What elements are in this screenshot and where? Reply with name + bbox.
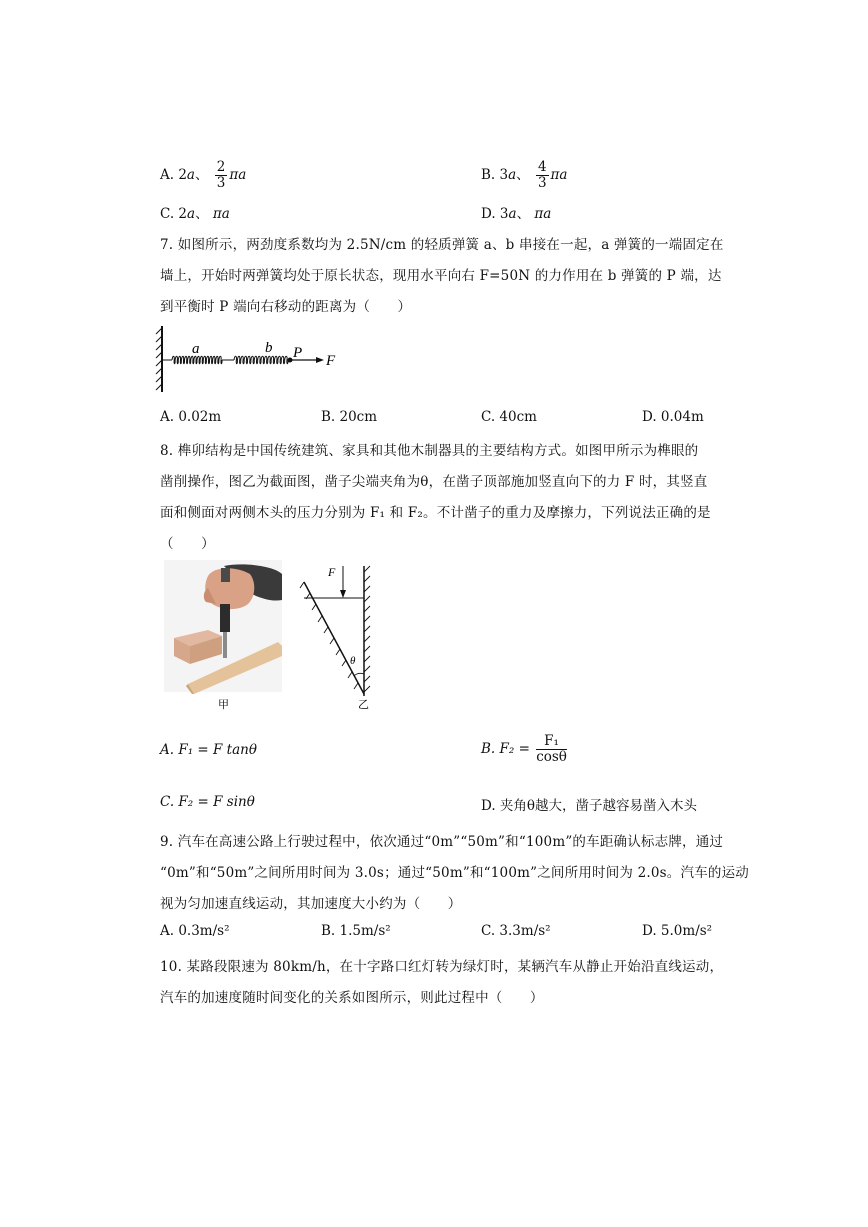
q6-option-b: B. 3a、 $\frac{4}{3}$ πa <box>481 159 568 191</box>
spring-a <box>172 356 222 364</box>
q10-stem-line-1: 10. 某路段限速为 80km/h，在十字路口红灯转为绿灯时，某辆汽车从静止开始沿直线运动， <box>160 959 724 975</box>
q8-stem-line-1: 8. 榫卯结构是中国传统建筑、家具和其他木制器具的主要结构方式。如图甲所示为榫眼的 <box>160 443 699 459</box>
arrow-head <box>316 357 324 363</box>
q8-option-b: B. F₂ = $\frac{\text{F₁}}{\cos\theta}$ <box>481 733 567 765</box>
q7-spring-figure <box>152 322 352 394</box>
fraction: $\frac{2}{3}$ <box>216 159 226 191</box>
label-b: b <box>265 340 273 356</box>
q7-option-d: D. 0.04m <box>642 409 704 425</box>
label-a: a <box>192 341 200 357</box>
q6-option-d: D. 3a、 πa <box>481 206 552 222</box>
cross-section-figure <box>298 560 378 710</box>
q6-option-c: C. 2a、 πa <box>160 206 230 222</box>
q9-stem-line-3: 视为匀加速直线运动，其加速度大小约为（ ） <box>160 896 462 912</box>
q9-stem-line-2: “0m”和“50m”之间所用时间为 3.0s；通过“50m”和“100m”之间所用时间为 2.0s。汽车的运动 <box>160 865 750 881</box>
q6-option-a: A. 2a、 $\frac{2}{3}$ πa <box>160 159 247 191</box>
label-theta: θ <box>350 655 356 667</box>
q9-option-d: D. 5.0m/s² <box>642 923 713 939</box>
label-f: F <box>326 353 336 369</box>
q7-stem-line-3: 到平衡时 P 端向右移动的距离为（ ） <box>160 299 412 315</box>
q8-option-c: C. F₂ = F sinθ <box>160 794 255 810</box>
spring-b <box>234 356 288 364</box>
q8-stem-line-4: （ ） <box>160 536 215 552</box>
caption-jia: 甲 <box>218 699 229 710</box>
caption-yi: 乙 <box>358 699 369 710</box>
q7-stem-line-2: 墙上，开始时两弹簧均处于原长状态，现用水平向右 F=50N 的力作用在 b 弹簧的 P 端，达 <box>160 268 722 284</box>
q9-option-a: A. 0.3m/s² <box>160 923 230 939</box>
q7-stem-line-1: 7. 如图所示，两劲度系数均为 2.5N/cm 的轻质弹簧 a、b 串接在一起，a 弹簧的一端固定在 <box>160 237 724 253</box>
q7-option-a: A. 0.02m <box>160 409 222 425</box>
q8-option-d: D. 夹角θ越大，凿子越容易凿入木头 <box>481 798 698 814</box>
q8-option-a: A. F₁ = F tanθ <box>160 742 257 758</box>
q9-option-c: C. 3.3m/s² <box>481 923 551 939</box>
q9-stem-line-1: 9. 汽车在高速公路上行驶过程中，依次通过“0m”“50m”和“100m”的车距确认标志牌，通过 <box>160 834 724 850</box>
q10-stem-line-2: 汽车的加速度随时间变化的关系如图所示，则此过程中（ ） <box>160 990 544 1006</box>
q8-stem-line-3: 面和侧面对两侧木头的压力分别为 F₁ 和 F₂。不计凿子的重力及摩擦力，下列说法正确的是 <box>160 505 711 521</box>
q7-option-c: C. 40cm <box>481 409 537 425</box>
fraction: $\frac{4}{3}$ <box>537 159 547 191</box>
q7-option-b: B. 20cm <box>321 409 378 425</box>
fraction: $\frac{\text{F₁}}{\cos\theta}$ <box>536 733 567 765</box>
label-p: P <box>293 345 303 361</box>
q8-stem-line-2: 凿削操作，图乙为截面图，凿子尖端夹角为θ，在凿子顶部施加竖直向下的力 F 时，其竖直 <box>160 474 708 490</box>
label-f: F <box>328 565 336 579</box>
q9-option-b: B. 1.5m/s² <box>321 923 391 939</box>
chisel-photo <box>164 560 282 710</box>
